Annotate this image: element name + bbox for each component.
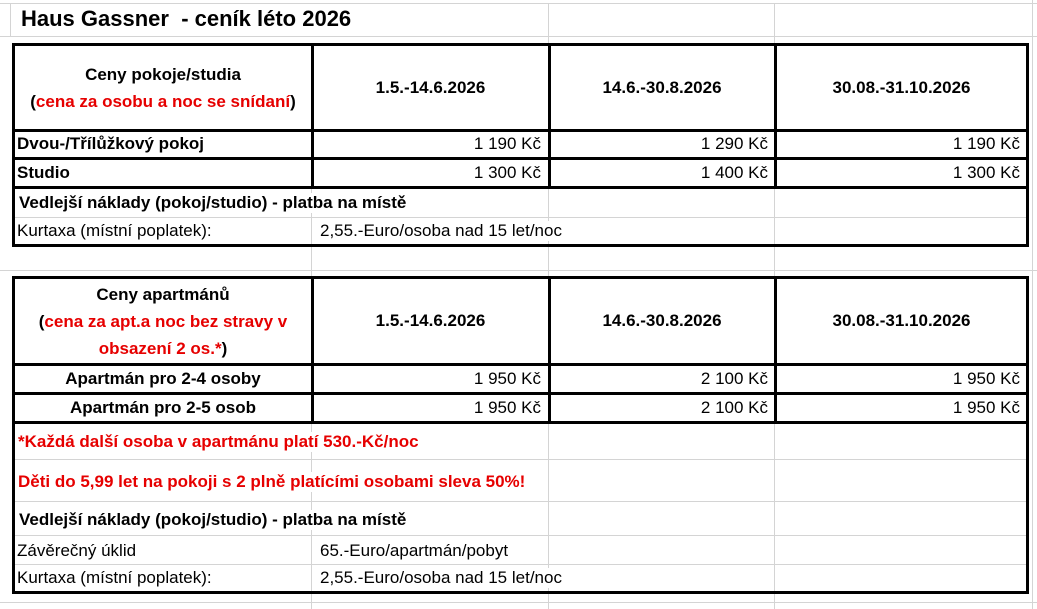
gridline — [774, 189, 775, 244]
gridline — [548, 3, 549, 43]
gridline — [548, 247, 549, 276]
table-border — [12, 421, 1029, 424]
date-column-header: 1.5.-14.6.2026 — [375, 311, 486, 330]
gridline — [0, 3, 1037, 4]
rooms-table-subtitle: (cena za osobu a noc se snídaní) — [30, 91, 296, 111]
price-cell: 2 100 Kč — [700, 397, 768, 417]
gridline — [774, 594, 775, 609]
extra-label: Kurtaxa (místní poplatek): — [17, 568, 212, 587]
apartments-table-subtitle-line2: obsazení 2 os.*) — [98, 338, 228, 358]
table-border — [1026, 276, 1029, 594]
price-cell: 1 300 Kč — [473, 162, 541, 182]
extra-value: 65.-Euro/apartmán/pobyt — [320, 541, 509, 560]
note-extra-person: *Každá další osoba v apartmánu platí 530.-Kč/noc — [18, 432, 419, 451]
date-column-header: 30.08.-31.10.2026 — [832, 311, 971, 330]
price-cell: 1 950 Kč — [952, 369, 1020, 388]
apartment-row-label: Apartmán pro 2-5 osob — [69, 397, 257, 417]
price-cell: 1 190 Kč — [473, 134, 541, 153]
gridline — [548, 594, 549, 609]
extras-heading: Vedlejší náklady (pokoj/studio) - platba na místě — [19, 510, 407, 529]
gridline — [15, 535, 1027, 536]
date-column-header: 1.5.-14.6.2026 — [375, 77, 486, 97]
price-cell: 1 950 Kč — [952, 397, 1020, 417]
note-children-discount: Děti do 5,99 let na pokoji s 2 plně platícími osobami sleva 50%! — [18, 472, 526, 491]
date-column-header: 14.6.-30.8.2026 — [602, 77, 722, 97]
price-cell: 1 190 Kč — [952, 134, 1020, 153]
gridline — [15, 459, 1027, 460]
gridline — [1032, 0, 1033, 609]
rooms-table-title: Ceny pokoje/studia — [85, 64, 241, 84]
table-border — [12, 244, 1029, 247]
price-cell: 1 950 Kč — [473, 369, 541, 388]
gridline — [15, 501, 1027, 502]
price-cell: 1 950 Kč — [473, 397, 541, 417]
price-cell: 2 100 Kč — [700, 369, 768, 388]
page-title: Haus Gassner - ceník léto 2026 — [21, 6, 352, 31]
price-cell: 1 400 Kč — [700, 162, 768, 182]
extra-value: 2,55.-Euro/osoba nad 15 let/noc — [320, 568, 562, 587]
date-column-header: 14.6.-30.8.2026 — [602, 311, 722, 330]
price-cell: 1 300 Kč — [952, 162, 1020, 182]
gridline — [0, 602, 1037, 603]
apartments-table-subtitle-line1: (cena za apt.a noc bez stravy v — [38, 311, 288, 331]
gridline — [774, 424, 775, 591]
extra-label: Kurtaxa (místní poplatek): — [17, 220, 212, 240]
gridline — [311, 594, 312, 609]
table-border — [1026, 43, 1029, 247]
extras-heading: Vedlejší náklady (pokoj/studio) - platba na místě — [19, 192, 407, 212]
date-column-header: 30.08.-31.10.2026 — [832, 77, 971, 97]
gridline — [10, 3, 11, 36]
room-row-label: Dvou-/Třílůžkový pokoj — [17, 134, 205, 153]
apartment-row-label: Apartmán pro 2-4 osoby — [65, 369, 261, 388]
room-row-label: Studio — [17, 162, 70, 182]
price-cell: 1 290 Kč — [700, 134, 768, 153]
gridline — [0, 36, 1037, 37]
extra-value: 2,55.-Euro/osoba nad 15 let/noc — [320, 220, 562, 240]
rooms-table-header — [15, 46, 311, 129]
apartments-table-header — [15, 279, 311, 363]
extra-label: Závěrečný úklid — [17, 541, 137, 560]
gridline — [774, 247, 775, 276]
gridline — [774, 3, 775, 43]
table-border — [12, 591, 1029, 594]
apartments-table-title: Ceny apartmánů — [96, 284, 230, 304]
gridline — [311, 247, 312, 276]
gridline — [0, 270, 1037, 271]
